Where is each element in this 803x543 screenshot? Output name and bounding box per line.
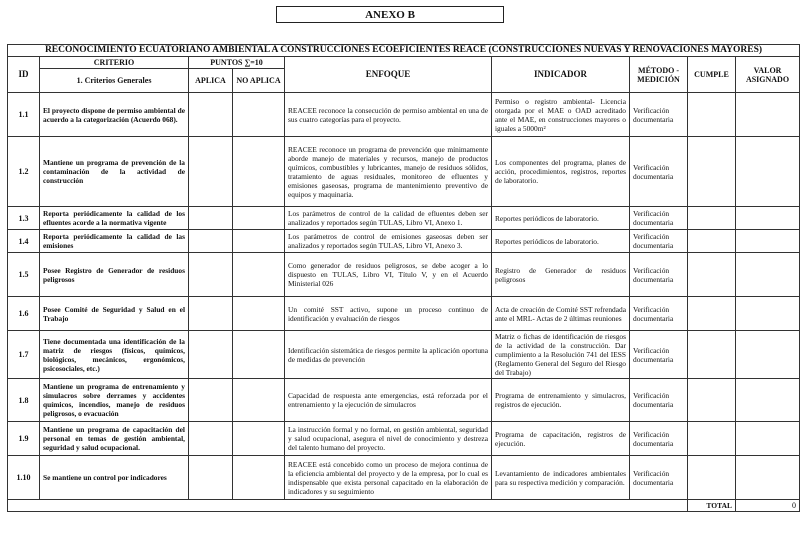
row-no-aplica <box>233 331 285 379</box>
row-indicador: Los componentes del programa, planes de acción, procedimientos, registros, reportes de laboratorio. <box>492 137 630 207</box>
row-no-aplica <box>233 230 285 253</box>
row-metodo: Verificación documentaria <box>630 230 688 253</box>
row-no-aplica <box>233 137 285 207</box>
row-indicador: Levantamiento de indicadores ambientales para su respectiva medición y comparación. <box>492 456 630 500</box>
row-cumple <box>688 230 736 253</box>
criteria-table <box>7 44 800 512</box>
row-criterio: Mantiene un programa de capacitación del personal en temas de gestión ambiental, seguridad y salud ocupacional. <box>40 422 189 456</box>
row-indicador: Reportes periódicos de laboratorio. <box>492 207 630 230</box>
row-indicador: Programa de capacitación, registros de ejecución. <box>492 422 630 456</box>
table-row <box>8 379 800 422</box>
row-enfoque: Identificación sistemática de riesgos permite la aplicación oportuna de medidas de prevención <box>285 331 492 379</box>
row-no-aplica <box>233 297 285 331</box>
row-id: 1.7 <box>8 331 40 379</box>
row-indicador: Acta de creación de Comité SST refrendada ante el MRL- Actas de 2 últimas reuniones <box>492 297 630 331</box>
row-valor <box>736 93 800 137</box>
row-criterio: Reporta periódicamente la calidad de las emisiones <box>40 230 189 253</box>
row-id: 1.10 <box>8 456 40 500</box>
row-indicador: Programa de entrenamiento y simulacros, registros de ejecución. <box>492 379 630 422</box>
row-valor <box>736 230 800 253</box>
header-aplica: APLICA <box>189 69 233 93</box>
row-enfoque: La instrucción formal y no formal, en gestión ambiental, seguridad y salud ocupacional, asegura el nivel de conocimiento y destreza del talento humano del proyecto. <box>285 422 492 456</box>
total-label: TOTAL <box>688 500 736 512</box>
row-cumple <box>688 379 736 422</box>
header-valor: VALOR ASIGNADO <box>736 57 800 93</box>
row-cumple <box>688 93 736 137</box>
row-valor <box>736 379 800 422</box>
row-no-aplica <box>233 253 285 297</box>
table-row <box>8 137 800 207</box>
table-row <box>8 422 800 456</box>
header-indicador: INDICADOR <box>492 57 630 93</box>
row-enfoque: Un comité SST activo, supone un proceso continuo de identificación y evaluación de riesgos <box>285 297 492 331</box>
row-aplica <box>189 93 233 137</box>
row-valor <box>736 456 800 500</box>
row-aplica <box>189 456 233 500</box>
row-cumple <box>688 137 736 207</box>
row-aplica <box>189 297 233 331</box>
table-row <box>8 230 800 253</box>
table-row <box>8 207 800 230</box>
row-valor <box>736 422 800 456</box>
row-valor <box>736 297 800 331</box>
row-enfoque: REACEE reconoce la consecución de permiso ambiental en una de sus cuatro categorías para el proyecto. <box>285 93 492 137</box>
row-id: 1.5 <box>8 253 40 297</box>
total-value: 0 <box>736 500 800 512</box>
row-valor <box>736 253 800 297</box>
row-indicador: Matriz o fichas de identificación de riesgos de la actividad de la construcción. Dar cumplimiento a la Resolución 741 del IESS (Reglamento General del Seguro del Riesgo del Trabajo) <box>492 331 630 379</box>
table-row <box>8 331 800 379</box>
row-cumple <box>688 297 736 331</box>
row-indicador: Registro de Generador de residuos peligrosos <box>492 253 630 297</box>
row-cumple <box>688 207 736 230</box>
row-metodo: Verificación documentaria <box>630 93 688 137</box>
row-cumple <box>688 422 736 456</box>
row-metodo: Verificación documentaria <box>630 297 688 331</box>
header-id: ID <box>8 57 40 93</box>
row-metodo: Verificación documentaria <box>630 253 688 297</box>
row-criterio: Posee Registro de Generador de residuos peligrosos <box>40 253 189 297</box>
row-enfoque: Los parámetros de control de emisiones gaseosas deben ser analizados y reportados según TULAS, Libro VI, Anexo 3. <box>285 230 492 253</box>
row-valor <box>736 331 800 379</box>
row-enfoque: Los parámetros de control de la calidad de efluentes deben ser analizados y reportados según TULAS, Libro VI, Anexo 1. <box>285 207 492 230</box>
row-id: 1.9 <box>8 422 40 456</box>
table-row <box>8 93 800 137</box>
table-row <box>8 253 800 297</box>
row-no-aplica <box>233 379 285 422</box>
row-enfoque: Como generador de residuos peligrosos, se debe acoger a lo dispuesto en TULAS, Libro VI, Título V, y en el Acuerdo Ministerial 026 <box>285 253 492 297</box>
row-id: 1.1 <box>8 93 40 137</box>
row-no-aplica <box>233 456 285 500</box>
row-enfoque: REACEE reconoce un programa de prevención que mínimamente aborde manejo de materiales y recursos, manejo de productos químicos, combustibles y lubricantes, manejo de residuos sólidos, tratamiento de aguas residuales, monitoreo de efluentes y emisiones gaseosas, programa de mantenimiento preventivo de equipos y maquinaria. <box>285 137 492 207</box>
row-criterio: Mantiene un programa de entrenamiento y simulacros sobre derrames y accidentes químicos, incendios, manejo de residuos peligrosos, o evacuación <box>40 379 189 422</box>
row-metodo: Verificación documentaria <box>630 379 688 422</box>
header-metodo: MÉTODO - MEDICIÓN <box>630 57 688 93</box>
row-id: 1.4 <box>8 230 40 253</box>
header-puntos: PUNTOS ∑=10 <box>189 57 285 69</box>
row-criterio: Posee Comité de Seguridad y Salud en el Trabajo <box>40 297 189 331</box>
row-metodo: Verificación documentaria <box>630 331 688 379</box>
row-criterio: Mantiene un programa de prevención de la contaminación de la actividad de construcción <box>40 137 189 207</box>
row-metodo: Verificación documentaria <box>630 456 688 500</box>
row-valor <box>736 207 800 230</box>
row-aplica <box>189 207 233 230</box>
row-enfoque: Capacidad de respuesta ante emergencias, está reforzada por el entrenamiento y la ejecución de simulacros <box>285 379 492 422</box>
row-aplica <box>189 253 233 297</box>
header-no-aplica: NO APLICA <box>233 69 285 93</box>
row-criterio: Tiene documentada una identificación de la matriz de riesgos (físicos, químicos, biológicos, mecánicos, ergonómicos, psicosociales, etc.) <box>40 331 189 379</box>
row-aplica <box>189 230 233 253</box>
annex-title: ANEXO B <box>276 6 504 23</box>
row-cumple <box>688 456 736 500</box>
table-title: RECONOCIMIENTO ECUATORIANO AMBIENTAL A CONSTRUCCIONES ECOEFICIENTES REACE (CONSTRUCCIONES NUEVAS Y RENOVACIONES MAYORES) <box>8 45 800 57</box>
row-cumple <box>688 253 736 297</box>
row-criterio: Se mantiene un control por indicadores <box>40 456 189 500</box>
row-criterio: El proyecto dispone de permiso ambiental de acuerdo a la categorización (Acuerdo 068). <box>40 93 189 137</box>
header-cumple: CUMPLE <box>688 57 736 93</box>
row-enfoque: REACEE está concebido como un proceso de mejora continua de la eficiencia ambiental del proyecto y de la empresa, por lo cual es indispensable que exista personal capacitado en la elaboración de indicadores y su seguimiento <box>285 456 492 500</box>
row-id: 1.2 <box>8 137 40 207</box>
header-criterios-generales: 1. Criterios Generales <box>40 69 189 93</box>
row-id: 1.8 <box>8 379 40 422</box>
row-aplica <box>189 137 233 207</box>
row-criterio: Reporta periódicamente la calidad de los efluentes acorde a la normativa vigente <box>40 207 189 230</box>
table-row <box>8 297 800 331</box>
row-aplica <box>189 331 233 379</box>
table-row <box>8 456 800 500</box>
row-metodo: Verificación documentaria <box>630 207 688 230</box>
row-valor <box>736 137 800 207</box>
row-indicador: Reportes periódicos de laboratorio. <box>492 230 630 253</box>
row-no-aplica <box>233 422 285 456</box>
row-id: 1.3 <box>8 207 40 230</box>
row-aplica <box>189 422 233 456</box>
row-aplica <box>189 379 233 422</box>
row-no-aplica <box>233 207 285 230</box>
header-criterio: CRITERIO <box>40 57 189 69</box>
header-enfoque: ENFOQUE <box>285 57 492 93</box>
row-metodo: Verificación documentaria <box>630 137 688 207</box>
row-metodo: Verificación documentaria <box>630 422 688 456</box>
row-cumple <box>688 331 736 379</box>
row-id: 1.6 <box>8 297 40 331</box>
row-indicador: Permiso o registro ambiental- Licencia otorgada por el MAE o OAD acreditado ante el MAE, en construcciones mayores o iguales a 5000m² <box>492 93 630 137</box>
row-no-aplica <box>233 93 285 137</box>
